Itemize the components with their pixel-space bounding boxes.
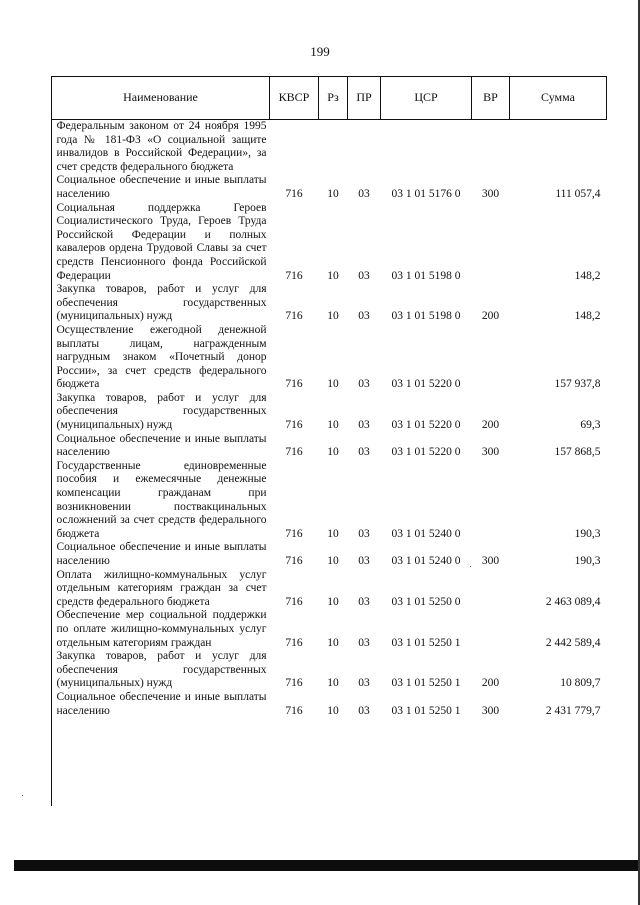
cell-sum: 148,2 xyxy=(574,310,601,323)
cell-vr: 200 xyxy=(481,310,500,323)
table-row xyxy=(52,691,607,718)
cell-kvsr: 716 xyxy=(285,636,303,649)
cell-rz: 10 xyxy=(327,269,339,282)
column-header-name: Наименование xyxy=(52,77,270,120)
column-header-rz: Рз xyxy=(319,77,348,120)
cell-name: Федеральным законом от 24 ноября 1995 года № 181-ФЗ «О социальной защите инвалидов в Российской Федерации», за счет средств федерального бюджета xyxy=(56,120,267,173)
cell-vr: 200 xyxy=(481,419,500,432)
cell-kvsr: 716 xyxy=(285,677,303,690)
table-row xyxy=(52,202,607,284)
cell-rz: 10 xyxy=(327,555,339,567)
cell-vr: 300 xyxy=(481,555,500,567)
cell-rz: 10 xyxy=(327,419,339,432)
cell-csr: 03 1 01 5240 0 xyxy=(391,555,461,567)
cell-csr: 03 1 01 5198 0 xyxy=(391,269,461,282)
cell-csr: 03 1 01 5250 0 xyxy=(391,595,461,608)
cell-name: Осуществление ежегодной денежной выплаты лицам, награжденным нагрудным знаком «Почетный донор России», за счет средств федерального бюджета xyxy=(56,323,267,391)
cell-name: Социальная поддержка Героев Социалистического Труда, Героев Труда Российской Федерации и полных кавалеров ордена Трудовой Славы за счет средств Пенсионного фонда Российской Федерации xyxy=(56,201,267,282)
table-row xyxy=(52,324,607,392)
cell-vr xyxy=(472,460,510,542)
cell-pr: 03 xyxy=(358,269,370,282)
cell-csr: 03 1 01 5220 0 xyxy=(391,419,461,432)
cell-name: Оплата жилищно-коммунальных услуг отдельным категориям граждан за счет средств федерального бюджета xyxy=(56,568,267,608)
table-row xyxy=(52,392,607,433)
cell-name: Социальное обеспечение и иные выплаты населению xyxy=(56,541,267,567)
table-row xyxy=(52,609,607,650)
cell-sum: 2 463 089,4 xyxy=(545,595,601,608)
cell-sum xyxy=(510,120,607,175)
column-header-pr: ПР xyxy=(348,77,381,120)
cell-csr: 03 1 01 5176 0 xyxy=(391,187,461,200)
table-row xyxy=(52,120,607,175)
cell-vr: 300 xyxy=(481,187,500,200)
table-row xyxy=(52,174,607,201)
cell-pr: 03 xyxy=(358,378,370,391)
cell-sum: 157 937,8 xyxy=(554,378,601,391)
scan-speck xyxy=(470,566,471,567)
cell-sum: 111 057,4 xyxy=(555,187,601,200)
cell-sum: 2 431 779,7 xyxy=(545,704,601,717)
budget-table-container xyxy=(51,76,606,718)
table-row xyxy=(52,650,607,691)
cell-name: Закупка товаров, работ и услуг для обеспечения государственных (муниципальных) нужд xyxy=(56,650,267,690)
column-header-csr: ЦСР xyxy=(381,77,472,120)
table-row xyxy=(52,541,607,568)
cell-rz: 10 xyxy=(327,310,339,323)
cell-csr: 03 1 01 5250 1 xyxy=(391,636,461,649)
cell-rz: 10 xyxy=(327,446,339,459)
cell-rz: 10 xyxy=(327,527,339,540)
cell-name: Социальное обеспечение и иные выплаты населению xyxy=(56,690,267,717)
cell-pr: 03 xyxy=(358,187,370,200)
cell-kvsr: 716 xyxy=(285,310,303,323)
cell-rz: 10 xyxy=(327,378,339,391)
cell-kvsr: 716 xyxy=(285,187,303,200)
cell-vr xyxy=(472,324,510,392)
cell-kvsr: 716 xyxy=(285,595,303,608)
page-number: 199 xyxy=(310,44,330,59)
cell-sum: 190,3 xyxy=(574,555,601,567)
cell-rz: 10 xyxy=(327,677,339,690)
cell-sum: 10 809,7 xyxy=(560,677,601,690)
cell-kvsr: 716 xyxy=(285,446,303,459)
cell-kvsr: 716 xyxy=(285,555,303,567)
table-row xyxy=(52,460,607,542)
cell-kvsr xyxy=(270,120,319,175)
cell-rz xyxy=(319,120,348,175)
cell-pr: 03 xyxy=(358,446,370,459)
cell-pr: 03 xyxy=(358,527,370,540)
cell-pr: 03 xyxy=(358,677,370,690)
cell-kvsr: 716 xyxy=(285,269,303,282)
cell-vr: 200 xyxy=(481,677,500,690)
cell-csr: 03 1 01 5250 1 xyxy=(391,677,461,690)
column-header-kvsr: КВСР xyxy=(270,77,319,120)
scan-dark-bar xyxy=(14,860,640,871)
cell-kvsr: 716 xyxy=(285,419,303,432)
cell-csr xyxy=(381,120,472,175)
cell-pr: 03 xyxy=(358,310,370,323)
cell-sum: 69,3 xyxy=(580,419,601,432)
cell-vr xyxy=(472,609,510,650)
cell-sum: 148,2 xyxy=(574,269,601,282)
cell-vr xyxy=(472,569,510,610)
table-row xyxy=(52,569,607,610)
scan-speck xyxy=(22,795,23,796)
cell-sum: 157 868,5 xyxy=(554,446,601,459)
cell-name: Социальное обеспечение и иные выплаты населению xyxy=(56,174,267,200)
cell-rz: 10 xyxy=(327,187,339,200)
cell-rz: 10 xyxy=(327,636,339,649)
cell-sum: 2 442 589,4 xyxy=(545,636,601,649)
cell-vr: 300 xyxy=(481,704,500,717)
cell-csr: 03 1 01 5240 0 xyxy=(391,527,461,540)
cell-vr xyxy=(472,120,510,175)
cell-name: Закупка товаров, работ и услуг для обеспечения государственных (муниципальных) нужд xyxy=(56,391,267,432)
table-header-row xyxy=(52,77,607,120)
cell-name: Социальное обеспечение и иные выплаты населению xyxy=(56,432,267,459)
table-left-border xyxy=(51,116,52,806)
cell-name: Обеспечение мер социальной поддержки по оплате жилищно-коммунальных услуг отдельным категориям граждан xyxy=(56,609,267,649)
cell-csr: 03 1 01 5220 0 xyxy=(391,446,461,459)
cell-kvsr: 716 xyxy=(285,527,303,540)
cell-vr xyxy=(472,202,510,284)
cell-pr: 03 xyxy=(358,704,370,717)
cell-pr: 03 xyxy=(358,419,370,432)
cell-csr: 03 1 01 5250 1 xyxy=(391,704,461,717)
cell-vr: 300 xyxy=(481,446,500,459)
cell-rz: 10 xyxy=(327,704,339,717)
cell-pr xyxy=(348,120,381,175)
cell-rz: 10 xyxy=(327,595,339,608)
column-header-vr: ВР xyxy=(472,77,510,120)
cell-name: Государственные единовременные пособия и ежемесячные денежные компенсации гражданам при возникновении поствакцинальных осложнений за счет средств федерального бюджета xyxy=(56,459,267,540)
cell-kvsr: 716 xyxy=(285,378,303,391)
budget-table xyxy=(51,76,607,718)
cell-sum: 190,3 xyxy=(574,527,601,540)
column-header-sum: Сумма xyxy=(510,77,607,120)
cell-csr: 03 1 01 5220 0 xyxy=(391,378,461,391)
cell-name: Закупка товаров, работ и услуг для обеспечения государственных (муниципальных) нужд xyxy=(56,283,267,323)
cell-csr: 03 1 01 5198 0 xyxy=(391,310,461,323)
table-body xyxy=(52,120,607,719)
table-row xyxy=(52,433,607,460)
cell-pr: 03 xyxy=(358,595,370,608)
cell-kvsr: 716 xyxy=(285,704,303,717)
table-row xyxy=(52,283,607,324)
cell-pr: 03 xyxy=(358,636,370,649)
cell-pr: 03 xyxy=(358,555,370,567)
